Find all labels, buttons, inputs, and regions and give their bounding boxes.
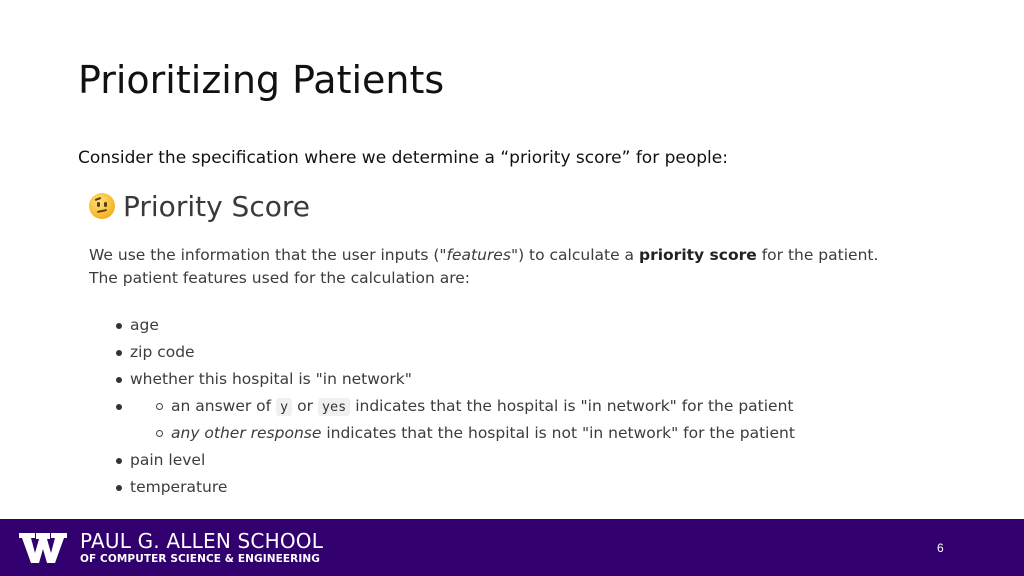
list-item: zip code	[89, 339, 929, 366]
features-emphasis: features	[446, 246, 511, 264]
footer-bar	[0, 519, 1024, 576]
school-name: PAUL G. ALLEN SCHOOL	[80, 529, 324, 553]
features-list	[89, 312, 929, 501]
code-yes: yes	[318, 398, 350, 416]
code-y: y	[276, 398, 292, 416]
para-text: We use the information that the user inputs ("	[89, 246, 447, 264]
page-number: 6	[937, 541, 944, 555]
list-item-text: whether this hospital is "in network"	[130, 370, 412, 388]
list-item: age	[89, 312, 929, 339]
uw-w-logo-icon	[18, 531, 68, 565]
network-sub-list	[130, 393, 929, 447]
intro-text: Consider the specification where we determine a “priority score” for people:	[78, 148, 728, 168]
sub-item-text: indicates that the hospital is "in network" for the patient	[350, 397, 794, 415]
slide-title: Prioritizing Patients	[78, 58, 445, 102]
list-item	[89, 366, 929, 393]
list-item: temperature	[89, 474, 929, 501]
sub-item-text: or	[292, 397, 318, 415]
thinking-face-emoji-icon	[89, 193, 115, 219]
sub-list-item	[89, 420, 929, 447]
description-paragraph	[89, 244, 909, 290]
sub-item-text: an answer of	[171, 397, 277, 415]
section-heading	[89, 186, 929, 226]
para-text: ") to calculate a	[510, 246, 639, 264]
school-subtitle: OF COMPUTER SCIENCE & ENGINEERING	[80, 553, 320, 565]
sub-list-item	[89, 393, 929, 420]
section-heading-text: Priority Score	[123, 189, 310, 223]
para-text: for the patient. The patient features used for the calculation are:	[89, 246, 879, 287]
any-other-response-emphasis: any other response	[171, 424, 322, 442]
priority-score-bold: priority score	[638, 246, 757, 264]
sub-list-container	[89, 393, 929, 447]
sub-item-text: indicates that the hospital is not "in network" for the patient	[321, 424, 795, 442]
list-item: pain level	[89, 447, 929, 474]
document-excerpt	[89, 186, 929, 501]
